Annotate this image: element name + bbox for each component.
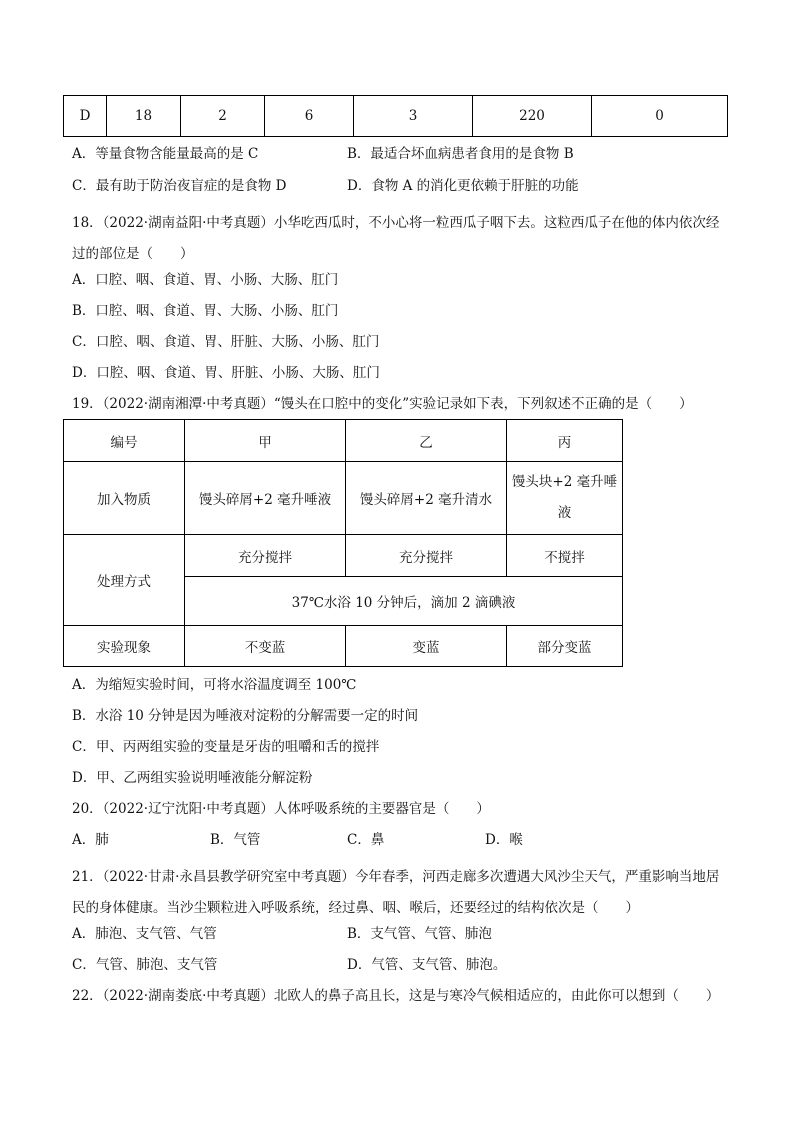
table-cell: 220 (473, 96, 592, 137)
table-cell: 不搅拌 (507, 535, 623, 577)
q17-option-b: B．最适合坏血病患者食用的是食物 B (347, 146, 574, 162)
table-cell: 馒头块+2 毫升唾液 (507, 462, 623, 535)
q21-stem: 21．（2022·甘肃·永昌县教学研究室中考真题）今年春季，河西走廊多次遭遇大风沙尘天气，严重影响当地居民的身体健康。当沙尘颗粒进入呼吸系统，经过鼻、咽、喉后，还要经过的结构依次是（ ） (72, 869, 720, 916)
table-cell: 部分变蓝 (507, 626, 623, 667)
table-cell: D (64, 96, 107, 137)
q20-option-b: B．气管 (210, 832, 261, 848)
q21-option-b: B．支气管、气管、肺泡 (347, 926, 492, 942)
nutrition-table-tail (63, 95, 728, 137)
table-cell: 实验现象 (64, 626, 185, 667)
q20-option-a: A．肺 (72, 832, 109, 848)
q19-option-c: C．甲、丙两组实验的变量是牙齿的咀嚼和舌的搅拌 (72, 739, 380, 755)
table-cell: 加入物质 (64, 462, 185, 535)
table-cell: 变蓝 (346, 626, 507, 667)
q18-option-a: A．口腔、咽、食道、胃、小肠、大肠、肛门 (72, 272, 339, 288)
table-row (64, 535, 623, 577)
table-cell: 馒头碎屑+2 毫升清水 (346, 462, 507, 535)
header-cell: 丙 (507, 420, 623, 462)
table-cell: 处理方式 (64, 535, 185, 626)
table-cell: 不变蓝 (185, 626, 346, 667)
table-cell: 2 (181, 96, 265, 137)
header-cell: 甲 (185, 420, 346, 462)
table-cell: 18 (107, 96, 181, 137)
q17-option-c: C．最有助于防治夜盲症的是食物 D (72, 178, 287, 194)
q19-option-d: D．甲、乙两组实验说明唾液能分解淀粉 (72, 770, 313, 786)
experiment-table (63, 419, 623, 667)
table-cell-merged: 37℃水浴 10 分钟后，滴加 2 滴碘液 (185, 577, 623, 626)
q19-option-b: B．水浴 10 分钟是因为唾液对淀粉的分解需要一定的时间 (72, 708, 419, 724)
q20-option-c: C．鼻 (347, 832, 385, 848)
header-cell: 编号 (64, 420, 185, 462)
table-cell: 0 (592, 96, 728, 137)
table-cell: 充分搅拌 (185, 535, 346, 577)
table-row (64, 626, 623, 667)
table-row (64, 96, 728, 137)
q20-stem: 20．（2022·辽宁沈阳·中考真题）人体呼吸系统的主要器官是（ ） (72, 801, 490, 817)
q18-stem: 18．（2022·湖南益阳·中考真题）小华吃西瓜时，不小心将一粒西瓜子咽下去。这粒西瓜子在他的体内依次经过的部位是（ ） (72, 215, 720, 262)
q21-option-a: A．肺泡、支气管、气管 (72, 926, 217, 942)
q21-option-d: D．气管、支气管、肺泡。 (347, 957, 507, 973)
q18-option-d: D．口腔、咽、食道、胃、肝脏、小肠、大肠、肛门 (72, 365, 380, 381)
q18-option-b: B．口腔、咽、食道、胃、大肠、小肠、肛门 (72, 303, 339, 319)
q19-option-a: A．为缩短实验时间，可将水浴温度调至 100℃ (72, 677, 357, 693)
table-cell: 馒头碎屑+2 毫升唾液 (185, 462, 346, 535)
q22-stem: 22．（2022·湖南娄底·中考真题）北欧人的鼻子高且长，这是与寒冷气候相适应的，由此你可以想到（ ） (72, 988, 720, 1004)
header-cell: 乙 (346, 420, 507, 462)
q17-option-a: A．等量食物含能量最高的是 C (72, 146, 259, 162)
table-cell: 充分搅拌 (346, 535, 507, 577)
table-cell: 6 (265, 96, 354, 137)
table-cell: 3 (354, 96, 473, 137)
q17-option-d: D．食物 A 的消化更依赖于肝脏的功能 (347, 178, 579, 194)
table-row (64, 420, 623, 462)
table-row (64, 462, 623, 535)
q21-option-c: C．气管、肺泡、支气管 (72, 957, 218, 973)
q20-option-d: D．喉 (485, 832, 523, 848)
q19-stem: 19．（2022·湖南湘潭·中考真题）“馒头在口腔中的变化”实验记录如下表，下列叙述不正确的是（ ） (72, 396, 693, 412)
q18-option-c: C．口腔、咽、食道、胃、肝脏、大肠、小肠、肛门 (72, 334, 380, 350)
